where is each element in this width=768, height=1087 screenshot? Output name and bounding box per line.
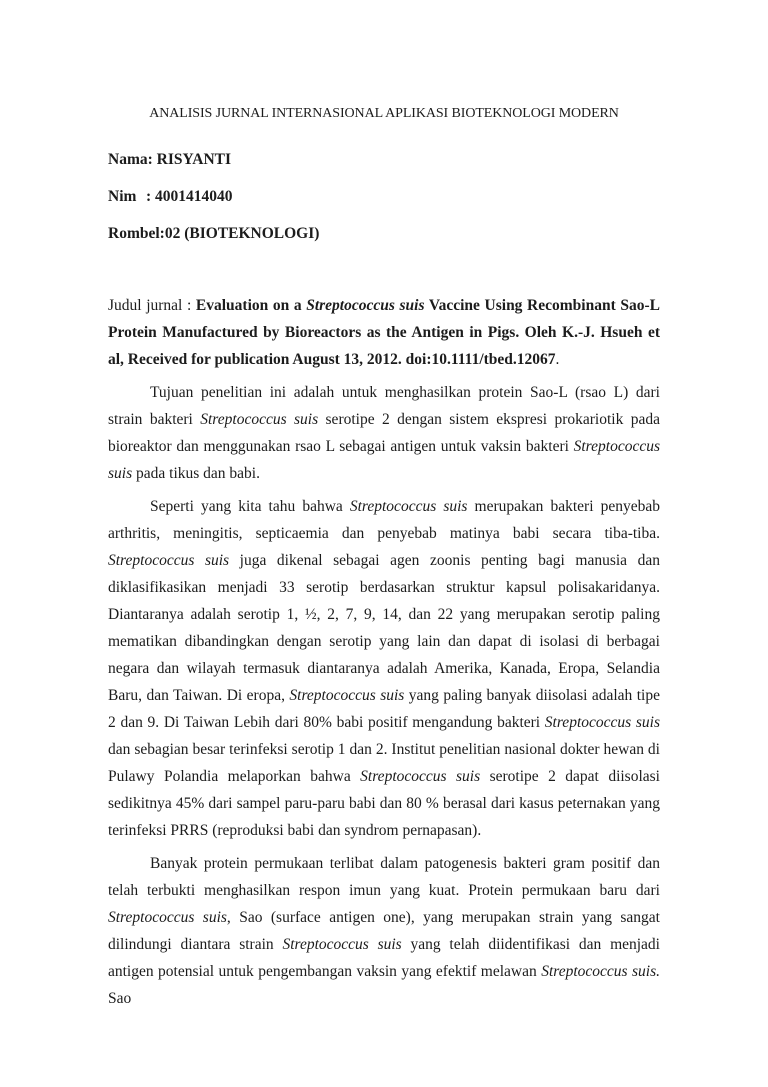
paragraph-background: Seperti yang kita tahu bahwa Streptococcus suis merupakan bakteri penyebab arthritis, meningitis, septicaemia dan penyebab matinya babi secara tiba-tiba. Streptococcus suis juga dikenal sebagai agen zoonis penting bagi manusia dan diklasifikasikan menjadi 33 serotip berdasarkan struktur kapsul polisakaridanya. Diantaranya adalah serotip 1, ½, 2, 7, 9, 14, dan 22 yang merupakan serotip paling mematikan dibandingkan dengan serotip yang lain dan dapat di isolasi di berbagai negara dan wilayah termasuk diantaranya adalah Amerika, Kanada, Eropa, Selandia Baru, dan Taiwan. Di eropa, Streptococcus suis yang paling banyak diisolasi adalah tipe 2 dan 9. Di Taiwan Lebih dari 80% babi positif mengandung bakteri Streptococcus suis dan sebagian besar terinfeksi serotip 1 dan 2. Institut penelitian nasional dokter hewan di Pulawy Polandia melaporkan bahwa Streptococcus suis serotipe 2 dapat diisolasi sedikitnya 45% dari sampel paru-paru babi dan 80 % berasal dari kasus peternakan yang terinfeksi PRRS (reproduksi babi dan syndrom pernapasan). — [108, 498, 660, 839]
identity-value-nama: : RISYANTI — [147, 151, 232, 168]
identity-label-rombel: Rombel: — [108, 225, 165, 242]
identity-value-rombel: 02 (BIOTEKNOLOGI) — [164, 225, 320, 242]
identity-value-nim: : 4001414040 — [146, 188, 233, 205]
identity-label-nama: Nama — [108, 151, 148, 168]
identity-row-nama — [108, 145, 660, 174]
identity-label-nim: Nim — [108, 188, 137, 205]
identity-block — [108, 145, 660, 248]
paragraph-sao-protein: Banyak protein permukaan terlibat dalam patogenesis bakteri gram positif dan telah terbukti menghasilkan respon imun yang kuat. Protein permukaan baru dari Streptococcus suis, Sao (surface antigen one), yang merupakan strain yang sangat dilindungi diantara strain Streptococcus suis yang telah diidentifikasi dan menjadi antigen potensial untuk pengembangan vaksin yang efektif melawan Streptococcus suis. Sao — [108, 855, 661, 1007]
document-title: ANALISIS JURNAL INTERNASIONAL APLIKASI BIOTEKNOLOGI MODERN — [149, 106, 619, 121]
identity-row-nim — [108, 182, 660, 211]
journal-title-paragraph: Judul jurnal : Evaluation on a Streptococcus suis Vaccine Using Recombinant Sao-L Protein Manufactured by Bioreactors as the Antigen in Pigs. Oleh K.-J. Hsueh et al, Received for publication August 13, 2012. doi:10.1111/tbed.12067. — [108, 297, 660, 368]
paragraph-research-goal: Tujuan penelitian ini adalah untuk menghasilkan protein Sao-L (rsao L) dari strain bakteri Streptococcus suis serotipe 2 dengan sistem ekspresi prokariotik pada bioreaktor dan menggunakan rsao L sebagai antigen untuk vaksin bakteri Streptococcus suis pada tikus dan babi. — [108, 384, 660, 482]
identity-row-rombel — [108, 219, 660, 248]
